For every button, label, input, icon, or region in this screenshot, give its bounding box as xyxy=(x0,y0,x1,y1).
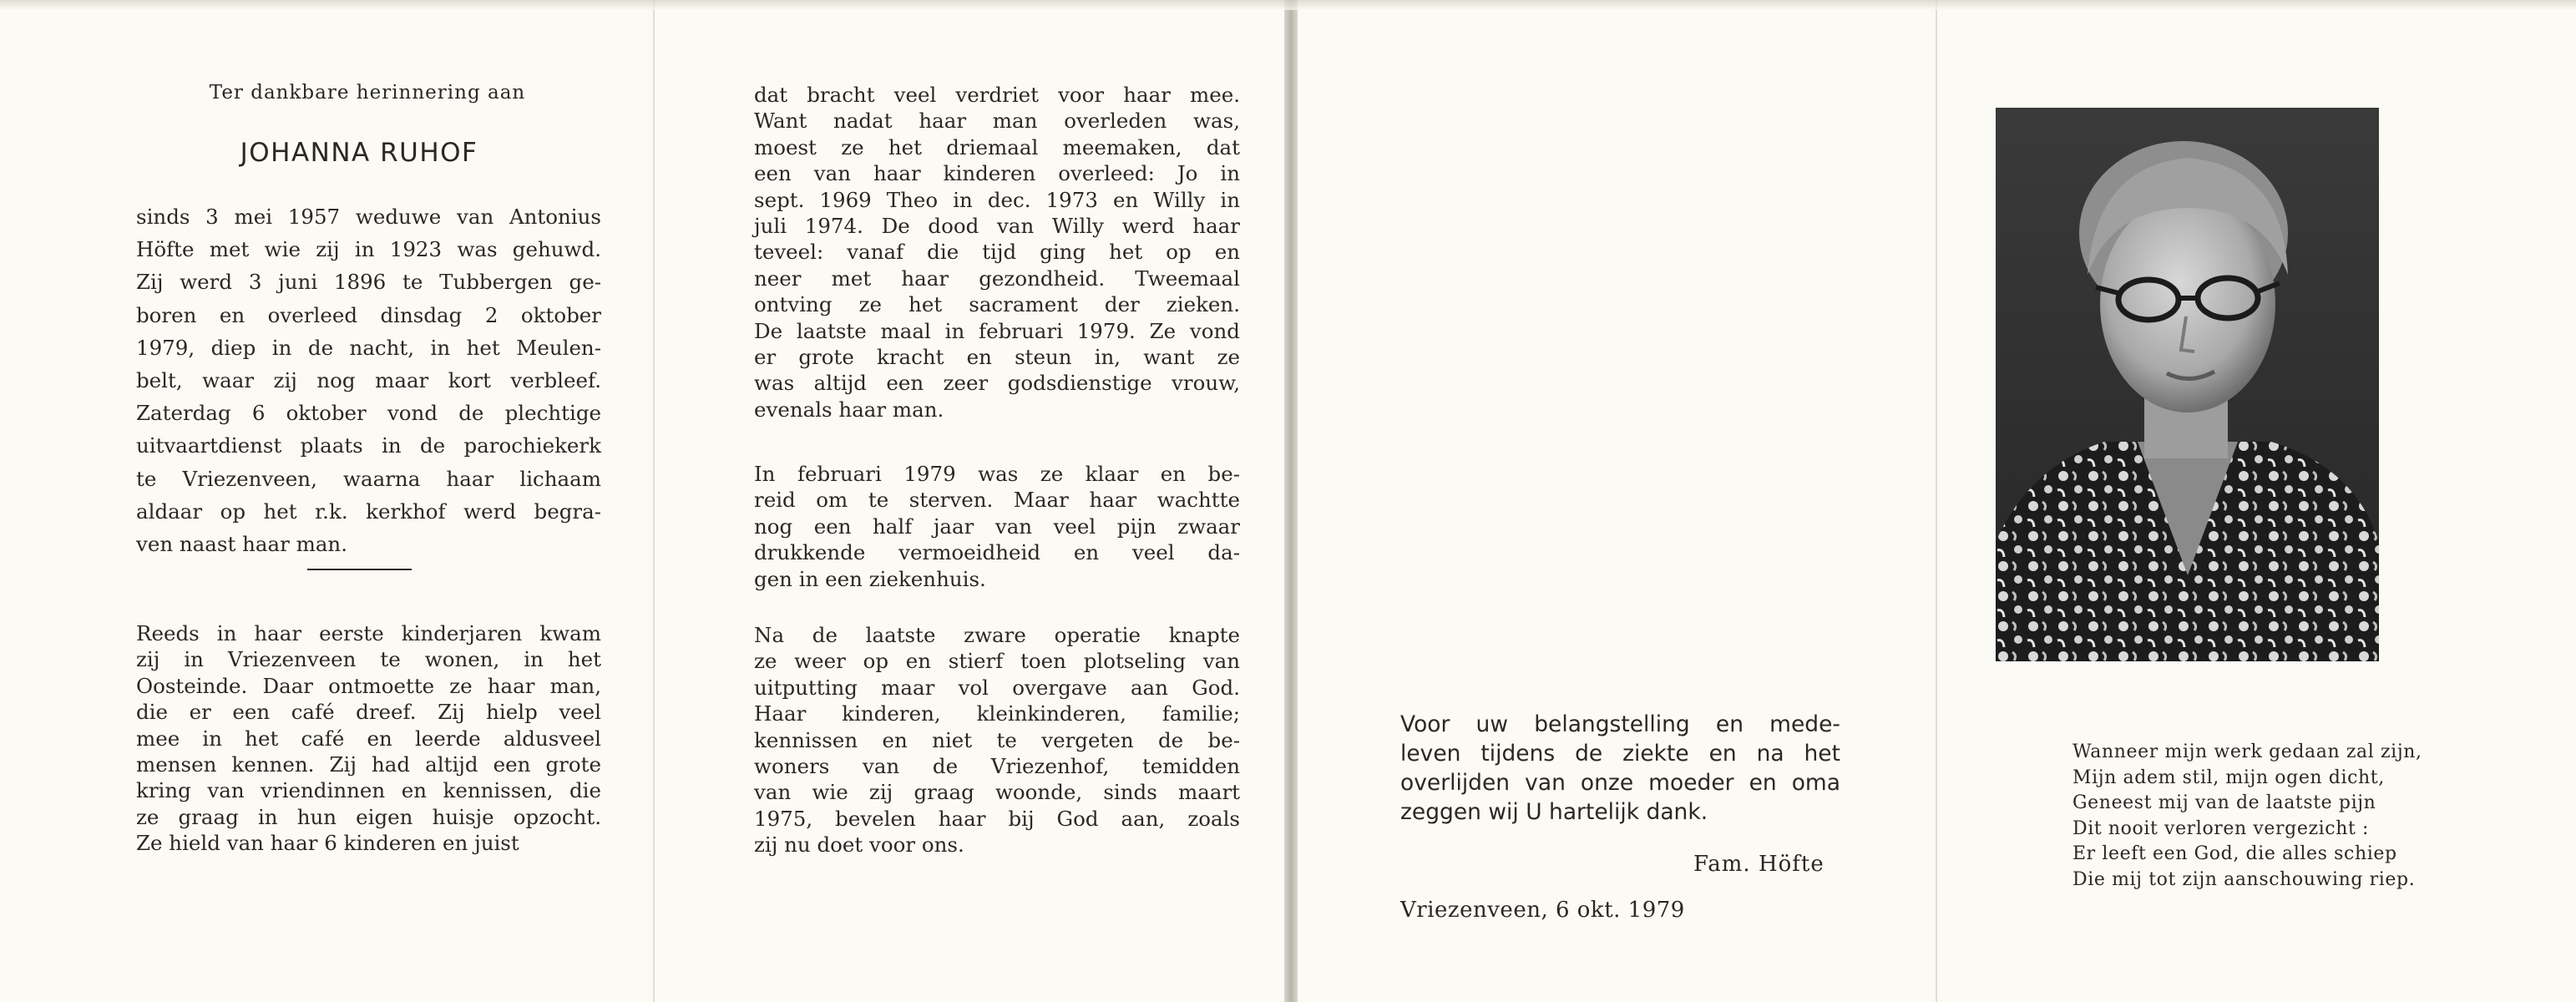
text-line: te Vriezenveen, waarna haar lichaam xyxy=(136,466,601,491)
text-line: In februari 1979 was ze klaar en be- xyxy=(754,462,1240,486)
family-signature: Fam. Höfte xyxy=(1693,852,1824,877)
biography-part-4 xyxy=(754,461,1240,592)
text-line: kring van vriendinnen en kennissen, die xyxy=(136,778,601,803)
text-line: die er een café dreef. Zij hielp veel xyxy=(136,700,601,725)
poem-line: Die mij tot zijn aanschouwing riep. xyxy=(2072,868,2416,890)
text-line: Na de laatste zware operatie knapte xyxy=(754,623,1240,647)
poem-line: Geneest mij van de laatste pijn xyxy=(2072,792,2376,813)
text-line: er grote kracht en steun in, want ze xyxy=(754,345,1240,370)
text-line: ze weer op en stierf toen plotseling van xyxy=(754,649,1240,674)
portrait-image xyxy=(1996,108,2379,661)
text-line: De laatste maal in februari 1979. Ze vond xyxy=(754,318,1240,343)
text-line: ze graag in hun eigen huisje opzocht. xyxy=(136,804,601,829)
biography-part-1 xyxy=(136,200,601,560)
text-line: Voor uw belangstelling en mede- xyxy=(1400,711,1840,737)
text-line: sept. 1969 Theo in dec. 1973 en Willy in xyxy=(754,187,1240,212)
text-line: Zij werd 3 juni 1896 te Tubbergen ge- xyxy=(136,270,601,295)
text-line: 1975, bevelen haar bij God aan, zoals xyxy=(754,806,1240,831)
text-line: aldaar op het r.k. kerkhof werd begra- xyxy=(136,498,601,524)
poem xyxy=(2072,740,2492,893)
thank-you-note xyxy=(1400,710,1840,827)
deceased-name: JOHANNA RUHOF xyxy=(240,138,478,168)
poem-line: Er leeft een God, die alles schiep xyxy=(2072,843,2397,864)
text-line: overlijden van onze moeder en oma xyxy=(1400,770,1840,796)
text-line: boren en overleed dinsdag 2 oktober xyxy=(136,302,601,327)
text-line: uitputting maar vol overgave aan God. xyxy=(754,675,1240,700)
text-line: Oosteinde. Daar ontmoette ze haar man, xyxy=(136,673,601,698)
divider xyxy=(307,569,412,570)
text-line: mensen kennen. Zij had altijd een grote xyxy=(136,752,601,777)
text-line: kennissen en niet te vergeten de be- xyxy=(754,727,1240,752)
intro-heading: Ter dankbare herinnering aan xyxy=(209,82,526,104)
card-gap xyxy=(1284,0,1298,1002)
text-line: teveel: vanaf die tijd ging het op en xyxy=(754,240,1240,265)
text-line: neer met haar gezondheid. Tweemaal xyxy=(754,266,1240,291)
text-line: leven tijdens de ziekte en na het xyxy=(1400,741,1840,767)
text-line: Haar kinderen, kleinkinderen, familie; xyxy=(754,701,1240,726)
portrait-photo xyxy=(1996,108,2379,661)
text-line: zij in Vriezenveen te wonen, in het xyxy=(136,647,601,672)
text-line: juli 1974. De dood van Willy werd haar xyxy=(754,214,1240,239)
biography-part-2 xyxy=(136,620,601,857)
text-line: Höfte met wie zij in 1923 was gehuwd. xyxy=(136,237,601,262)
text-line: belt, waar zij nog maar kort verbleef. xyxy=(136,368,601,393)
text-line: nog een half jaar van veel pijn zwaar xyxy=(754,514,1240,539)
text-line: ven naast haar man. xyxy=(136,532,348,557)
poem-line: Mijn adem stil, mijn ogen dicht, xyxy=(2072,767,2385,788)
poem-line: Wanneer mijn werk gedaan zal zijn, xyxy=(2072,741,2422,762)
text-line: ontving ze het sacrament der zieken. xyxy=(754,292,1240,317)
text-line: uitvaartdienst plaats in de parochiekerk xyxy=(136,433,601,458)
text-line: reid om te sterven. Maar haar wachtte xyxy=(754,488,1240,513)
text-line: 1979, diep in de nacht, in het Meulen- xyxy=(136,335,601,360)
text-line: mee in het café en leerde aldusveel xyxy=(136,726,601,751)
place-and-date: Vriezenveen, 6 okt. 1979 xyxy=(1400,898,1685,923)
paper-top-edge xyxy=(0,0,2576,10)
text-line: evenals haar man. xyxy=(754,397,944,422)
text-line: Want nadat haar man overleden was, xyxy=(754,109,1240,134)
biography-part-3 xyxy=(754,82,1240,423)
text-line: Ze hield van haar 6 kinderen en juist xyxy=(136,831,519,856)
text-line: sinds 3 mei 1957 weduwe van Antonius xyxy=(136,205,601,229)
text-line: moest ze het driemaal meemaken, dat xyxy=(754,134,1240,159)
fold-line-left xyxy=(653,0,655,1002)
text-line: Zaterdag 6 oktober vond de plechtige xyxy=(136,401,601,426)
text-line: dat bracht veel verdriet voor haar mee. xyxy=(754,83,1240,107)
text-line: zij nu doet voor ons. xyxy=(754,832,964,858)
text-line: drukkende vermoeidheid en veel da- xyxy=(754,540,1240,565)
fold-line-right xyxy=(1936,0,1937,1002)
poem-line: Dit nooit verloren vergezicht : xyxy=(2072,817,2370,839)
text-line: zeggen wij U hartelijk dank. xyxy=(1400,799,1708,825)
text-line: was altijd een zeer godsdienstige vrouw, xyxy=(754,371,1240,396)
text-line: een van haar kinderen overleed: Jo in xyxy=(754,161,1240,186)
text-line: van wie zij graag woonde, sinds maart xyxy=(754,780,1240,805)
text-line: gen in een ziekenhuis. xyxy=(754,566,986,591)
biography-part-5 xyxy=(754,622,1240,858)
text-line: Reeds in haar eerste kinderjaren kwam xyxy=(136,621,601,645)
text-line: woners van de Vriezenhof, temidden xyxy=(754,754,1240,779)
